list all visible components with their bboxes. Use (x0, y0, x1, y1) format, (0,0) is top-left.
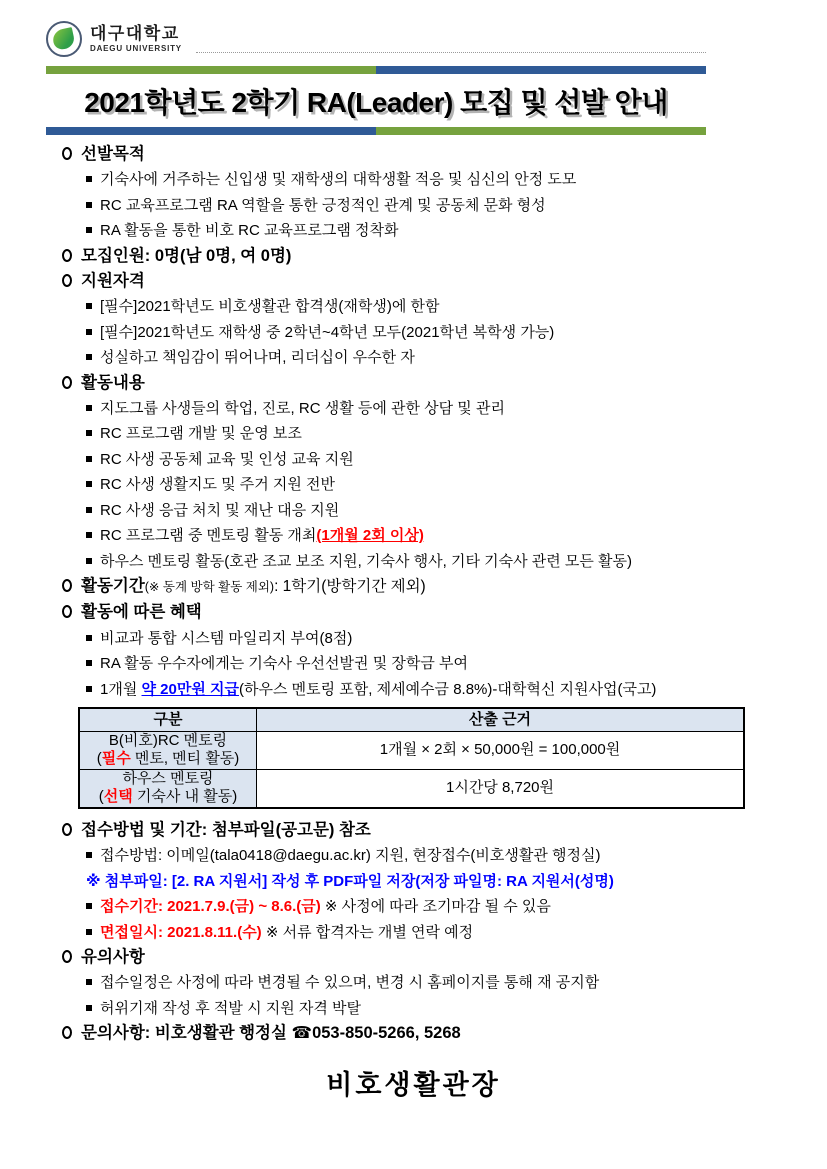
text-segment: RC 사생 공동체 교육 및 인성 교육 지원 (100, 450, 354, 468)
bullet-marker-icon (86, 176, 92, 182)
bullet-item (62, 218, 775, 243)
section-heading (62, 269, 775, 294)
text-segment: 활동내용 (81, 373, 145, 392)
bullet-marker-icon (86, 329, 92, 335)
bullet-item (62, 843, 775, 868)
title-band-top (46, 66, 706, 74)
bullet-item (62, 549, 775, 574)
section-heading (62, 244, 775, 269)
bullet-marker-icon (86, 405, 92, 411)
text-segment: 지도그룹 사생들의 학업, 진로, RC 생활 등에 관한 상담 및 관리 (100, 400, 505, 418)
text-segment: ※ 첨부파일: [2. RA 지원서] 작성 후 PDF파일 저장(저장 파일명: RA 지원서(성명) (86, 872, 614, 890)
category-cell (79, 769, 257, 808)
table-cell-line (84, 732, 252, 751)
text-segment: RC 프로그램 개발 및 운영 보조 (100, 425, 302, 443)
text-segment: 허위기재 작성 후 적발 시 지원 자격 박탈 (100, 999, 362, 1017)
bullet-item (62, 651, 775, 676)
bullet-item (62, 970, 775, 995)
text-segment: 면접일시: 2021.8.11.(수) (100, 923, 262, 941)
section-marker-icon (62, 147, 72, 160)
text-segment: (하우스 멘토링 포함, 제세예수금 8.8%)-대학혁신 지원사업(국고) (238, 680, 657, 698)
text-segment: [필수]2021학년도 재학생 중 2학년~4학년 모두(2021학년 복학생 가능) (100, 323, 555, 341)
bullet-marker-icon (86, 660, 92, 666)
text-segment: 성실하고 책임감이 뛰어나며, 리더십이 우수한 자 (100, 349, 415, 367)
bullet-marker-icon (86, 456, 92, 462)
payment-basis-table (78, 707, 745, 809)
text-segment: 문의사항: 비호생활관 행정실 ☎053-850-5266, 5268 (81, 1024, 461, 1043)
section-heading (62, 142, 775, 167)
section-marker-icon (62, 950, 72, 963)
bullet-item (62, 294, 775, 319)
text-segment: (※ 동계 방학 활동 제외) (144, 579, 275, 594)
page-title: 2021학년도 2학기 RA(Leader) 모집 및 선발 안내 (84, 87, 668, 118)
section-marker-icon (62, 376, 72, 389)
document-body (0, 135, 827, 1047)
dotted-rule (196, 52, 706, 53)
text-segment: 접수방법 및 기간: 첨부파일(공고문) 참조 (81, 820, 371, 839)
table-cell-line (84, 750, 252, 769)
bullet-marker-icon (86, 929, 92, 935)
university-emblem-icon (46, 21, 82, 57)
text-segment: ( (98, 788, 104, 806)
section-marker-icon (62, 605, 72, 618)
section-marker-icon (62, 274, 72, 287)
section-heading (62, 600, 775, 625)
bullet-item (62, 345, 775, 370)
band-blue-segment (46, 127, 376, 135)
basis-cell: 1개월 × 2회 × 50,000원 = 100,000원 (257, 731, 745, 769)
text-segment: 1개월 (100, 680, 142, 698)
text-segment: RC 프로그램 중 멘토링 활동 개최 (100, 527, 317, 545)
bullet-marker-icon (86, 979, 92, 985)
signature-title: 비호생활관장 (326, 1069, 501, 1100)
text-segment: 하우스 멘토링 (122, 769, 214, 787)
section-marker-icon (62, 823, 72, 836)
text-segment: 선발목적 (81, 145, 145, 163)
text-segment: 활동기간 (81, 576, 145, 595)
section-heading (62, 945, 775, 970)
bullet-item (62, 447, 775, 472)
table-column-header: 구분 (79, 708, 257, 732)
section-marker-icon (62, 249, 72, 262)
bullet-marker-icon (86, 903, 92, 909)
table-header-row (79, 708, 744, 732)
text-segment: 활동에 따른 혜택 (81, 603, 202, 622)
basis-cell: 1시간당 8,720원 (257, 769, 745, 808)
bullet-marker-icon (86, 852, 92, 858)
bullet-item (62, 523, 775, 548)
bullet-item (62, 193, 775, 218)
bullet-item (62, 320, 775, 345)
text-segment: RA 활동을 통한 비호 RC 교육프로그램 정착화 (100, 222, 399, 240)
band-green-segment (46, 66, 376, 74)
bullet-item (62, 498, 775, 523)
text-segment: 하우스 멘토링 활동(호관 조교 보조 지원, 기숙사 행사, 기타 기숙사 관련 모든 활동) (100, 552, 633, 570)
text-segment: 접수일정은 사정에 따라 변경될 수 있으며, 변경 시 홈페이지를 통해 재 공지함 (100, 974, 600, 992)
bullet-marker-icon (86, 507, 92, 513)
bullet-marker-icon (86, 481, 92, 487)
bullet-item (62, 677, 775, 702)
text-segment: 접수기간: 2021.7.9.(금) ~ 8.6.(금) (100, 898, 321, 916)
bullet-item (62, 421, 775, 446)
bullet-marker-icon (86, 227, 92, 233)
table-cell-line (84, 788, 252, 807)
section-heading (62, 818, 775, 843)
bullet-item (62, 167, 775, 192)
text-segment: 약 20만원 지급 (141, 680, 239, 698)
text-segment: B(비호)RC 멘토링 (108, 731, 228, 749)
section-heading (62, 371, 775, 396)
text-segment: RA 활동 우수자에게는 기숙사 우선선발권 및 장학금 부여 (100, 655, 468, 673)
text-segment: 유의사항 (81, 947, 145, 966)
text-segment: 모집인원: 0명(남 0명, 여 0명) (81, 246, 292, 265)
text-segment: RC 사생 생활지도 및 주거 지원 전반 (100, 476, 336, 494)
bullet-item (62, 920, 775, 945)
document-header (46, 18, 706, 135)
text-segment: 멘토, 멘티 활동) (130, 750, 240, 768)
table-cell-line (84, 770, 252, 789)
section-heading (62, 574, 775, 600)
category-cell (79, 731, 257, 769)
section-heading (62, 1021, 775, 1046)
bullet-marker-icon (86, 430, 92, 436)
bullet-marker-icon (86, 202, 92, 208)
university-name-kr: 대구대학교 (90, 23, 180, 43)
band-blue-segment (376, 66, 706, 74)
university-name-en: DAEGU UNIVERSITY (90, 43, 182, 53)
bullet-marker-icon (86, 558, 92, 564)
title-band-bottom (46, 127, 706, 135)
text-segment: : 1학기(방학기간 제외) (274, 577, 426, 595)
leaf-shape (51, 27, 76, 51)
table-row (79, 731, 744, 769)
section-marker-icon (62, 1026, 72, 1039)
text-segment: 지원자격 (81, 272, 145, 291)
university-logo-row (46, 18, 706, 60)
table-column-header: 산출 근거 (257, 708, 745, 732)
bullet-marker-icon (86, 686, 92, 692)
bullet-item (62, 626, 775, 651)
university-logotype (90, 25, 182, 53)
bullet-item (62, 472, 775, 497)
note-line (62, 869, 775, 894)
bullet-marker-icon (86, 532, 92, 538)
text-segment: ※ 서류 합격자는 개별 연락 예정 (261, 923, 474, 941)
text-segment: 필수 (101, 750, 131, 768)
text-segment: 접수방법: 이메일(tala0418@daegu.ac.kr) 지원, 현장접수(비호생활관 행정실) (100, 847, 601, 865)
bullet-marker-icon (86, 635, 92, 641)
bullet-marker-icon (86, 354, 92, 360)
bullet-item (62, 396, 775, 421)
text-segment: RC 교육프로그램 RA 역할을 통한 긍정적인 관계 및 공동체 문화 형성 (100, 196, 546, 214)
table-row (79, 769, 744, 808)
section-marker-icon (62, 579, 72, 592)
text-segment: 기숙사에 거주하는 신입생 및 재학생의 대학생활 적응 및 심신의 안정 도모 (100, 171, 577, 189)
text-segment: RC 사생 응급 처치 및 재난 대응 지원 (100, 501, 340, 519)
text-segment: ( (96, 750, 102, 768)
bullet-marker-icon (86, 303, 92, 309)
bullet-item (62, 996, 775, 1021)
text-segment: 기숙사 내 활동) (132, 788, 238, 806)
text-segment: (1개월 2회 이상) (316, 527, 424, 545)
text-segment: 선택 (103, 788, 133, 806)
bullet-marker-icon (86, 1005, 92, 1011)
text-segment: ※ 사정에 따라 조기마감 될 수 있음 (320, 898, 551, 916)
bullet-item (62, 894, 775, 919)
text-segment: 비교과 통합 시스템 마일리지 부여(8점) (100, 629, 353, 647)
band-green-segment (376, 127, 706, 135)
text-segment: [필수]2021학년도 비호생활관 합격생(재학생)에 한함 (100, 298, 440, 316)
